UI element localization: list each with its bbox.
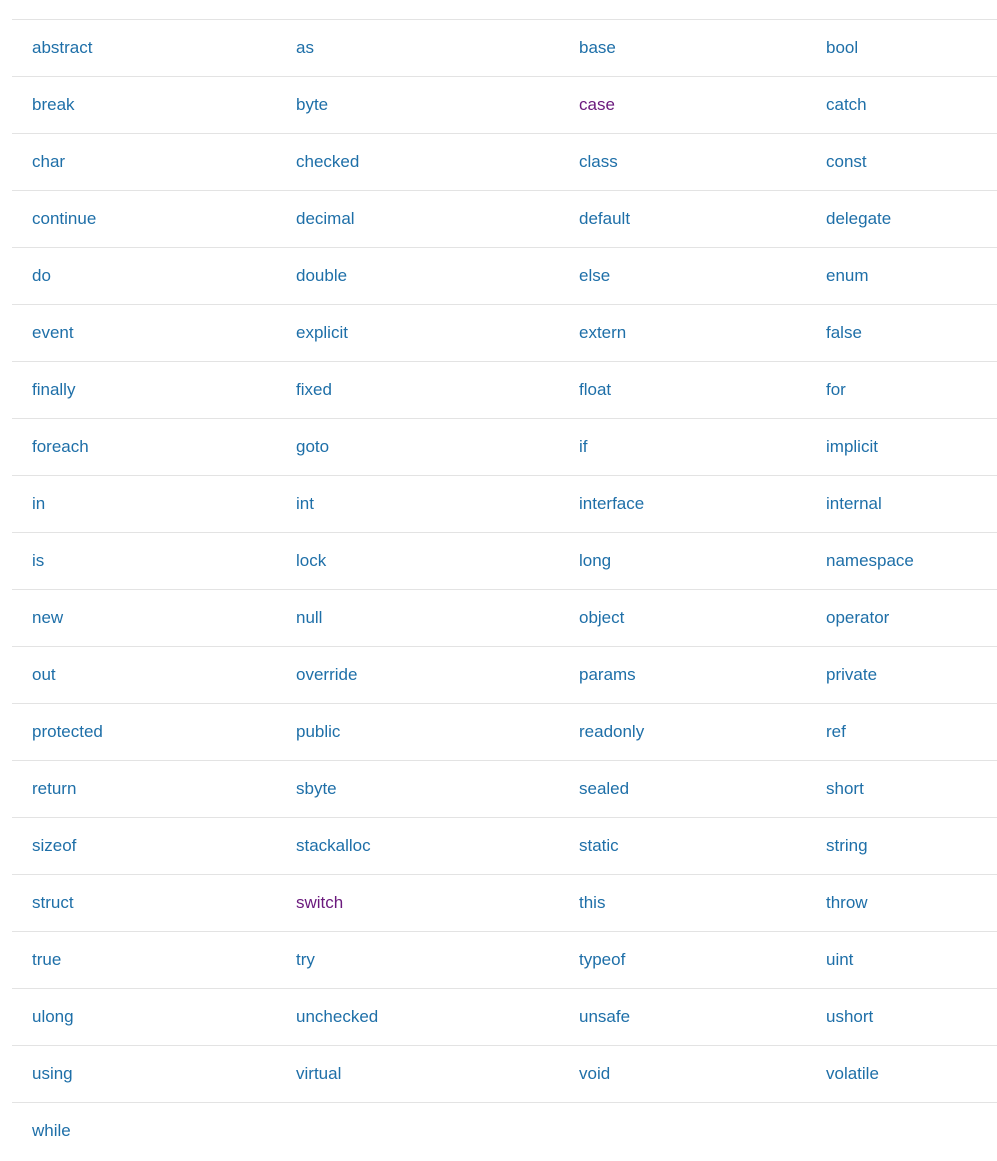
table-row [12, 1046, 997, 1103]
table-cell [559, 20, 806, 77]
keyword-link[interactable]: foreach [32, 437, 89, 456]
table-cell [12, 476, 276, 533]
table-row [12, 704, 997, 761]
table-cell [276, 77, 559, 134]
keyword-link[interactable]: float [579, 380, 612, 399]
keyword-link[interactable]: int [296, 494, 314, 513]
table-cell [276, 1046, 559, 1103]
keyword-link[interactable]: readonly [579, 722, 645, 741]
keyword-link[interactable]: interface [579, 494, 645, 513]
table-cell [559, 134, 806, 191]
table-cell [12, 647, 276, 704]
table-cell [559, 875, 806, 932]
table-row [12, 362, 997, 419]
table-cell [276, 590, 559, 647]
keyword-link[interactable]: in [32, 494, 46, 513]
table-cell [806, 704, 997, 761]
table-row [12, 476, 997, 533]
table-row [12, 419, 997, 476]
keyword-link[interactable]: case [579, 95, 615, 114]
table-cell [559, 248, 806, 305]
keyword-link[interactable]: unsafe [579, 1007, 631, 1026]
keyword-link[interactable]: explicit [296, 323, 348, 342]
keyword-link[interactable]: default [579, 209, 631, 228]
keyword-link[interactable]: struct [32, 893, 74, 912]
keyword-link[interactable]: delegate [826, 209, 892, 228]
table-cell [559, 761, 806, 818]
table-cell [806, 1103, 997, 1160]
keyword-link[interactable]: virtual [296, 1064, 342, 1083]
table-row [12, 248, 997, 305]
keyword-link[interactable]: sizeof [32, 836, 77, 855]
table-cell [559, 77, 806, 134]
keyword-link[interactable]: class [579, 152, 618, 171]
keyword-link[interactable]: volatile [826, 1064, 879, 1083]
keyword-link[interactable]: decimal [296, 209, 355, 228]
table-row [12, 932, 997, 989]
table-cell [559, 1046, 806, 1103]
keyword-link[interactable]: params [579, 665, 636, 684]
keyword-link[interactable]: switch [296, 893, 344, 912]
keyword-link[interactable]: null [296, 608, 323, 627]
keyword-link[interactable]: as [296, 38, 314, 57]
keywords-table-body [12, 20, 997, 1160]
table-row [12, 533, 997, 590]
table-cell [276, 476, 559, 533]
table-cell [276, 1103, 559, 1160]
keyword-link[interactable]: base [579, 38, 616, 57]
keyword-link[interactable]: return [32, 779, 77, 798]
keyword-link[interactable]: throw [826, 893, 868, 912]
table-cell [12, 590, 276, 647]
table-cell [806, 647, 997, 704]
keyword-link[interactable]: namespace [826, 551, 914, 570]
table-cell [12, 875, 276, 932]
keyword-link[interactable]: sealed [579, 779, 630, 798]
keyword-link[interactable]: enum [826, 266, 869, 285]
table-cell [806, 77, 997, 134]
keyword-link[interactable]: string [826, 836, 868, 855]
keyword-link[interactable]: else [579, 266, 611, 285]
table-row [12, 590, 997, 647]
table-cell [276, 818, 559, 875]
keyword-link[interactable]: true [32, 950, 62, 969]
table-cell [12, 704, 276, 761]
keyword-link[interactable]: fixed [296, 380, 332, 399]
table-cell [12, 533, 276, 590]
table-row [12, 761, 997, 818]
keyword-link[interactable]: break [32, 95, 75, 114]
table-row [12, 989, 997, 1046]
keyword-link[interactable]: goto [296, 437, 330, 456]
table-row [12, 134, 997, 191]
table-cell [12, 305, 276, 362]
keyword-link[interactable]: void [579, 1064, 611, 1083]
table-cell [276, 134, 559, 191]
table-row [12, 818, 997, 875]
table-cell [559, 362, 806, 419]
keyword-link[interactable]: event [32, 323, 74, 342]
table-cell [559, 818, 806, 875]
table-cell [559, 647, 806, 704]
table-cell [12, 1103, 276, 1160]
keyword-link[interactable]: while [32, 1121, 71, 1141]
table-row [12, 20, 997, 77]
keyword-link[interactable]: override [296, 665, 358, 684]
table-cell [806, 818, 997, 875]
table-cell [806, 1046, 997, 1103]
table-cell [806, 248, 997, 305]
keyword-link[interactable]: long [579, 551, 612, 570]
table-cell [806, 191, 997, 248]
table-cell [12, 818, 276, 875]
keyword-link[interactable]: bool [826, 38, 859, 57]
keyword-link[interactable]: char [32, 152, 66, 171]
table-cell [12, 989, 276, 1046]
keyword-link[interactable]: protected [32, 722, 103, 741]
table-cell [276, 704, 559, 761]
table-cell [559, 191, 806, 248]
table-cell [806, 875, 997, 932]
keyword-link[interactable]: implicit [826, 437, 878, 456]
keyword-link[interactable]: static [579, 836, 619, 855]
table-cell [12, 419, 276, 476]
keyword-link[interactable]: using [32, 1064, 73, 1083]
table-cell [276, 191, 559, 248]
keyword-link[interactable]: if [579, 437, 588, 456]
keywords-table [12, 19, 997, 1160]
table-row [12, 647, 997, 704]
keyword-link[interactable]: public [296, 722, 341, 741]
table-cell [12, 362, 276, 419]
table-cell [12, 1046, 276, 1103]
keyword-link[interactable]: stackalloc [296, 836, 371, 855]
table-cell [12, 761, 276, 818]
table-cell [806, 134, 997, 191]
keyword-link[interactable]: ushort [826, 1007, 874, 1026]
table-cell [276, 761, 559, 818]
keyword-link[interactable]: ulong [32, 1007, 74, 1026]
table-cell [806, 305, 997, 362]
keyword-link[interactable]: short [826, 779, 864, 798]
table-cell [12, 134, 276, 191]
table-cell [559, 305, 806, 362]
keyword-link[interactable]: is [32, 551, 45, 570]
table-cell [559, 1103, 806, 1160]
table-cell [806, 932, 997, 989]
table-cell [12, 77, 276, 134]
keyword-link[interactable]: finally [32, 380, 76, 399]
table-row [12, 875, 997, 932]
table-cell [806, 20, 997, 77]
table-cell [276, 248, 559, 305]
keyword-link[interactable]: this [579, 893, 606, 912]
keyword-link[interactable]: out [32, 665, 56, 684]
table-cell [12, 191, 276, 248]
table-cell [276, 875, 559, 932]
table-cell [559, 476, 806, 533]
table-cell [806, 590, 997, 647]
table-row [12, 191, 997, 248]
keyword-link[interactable]: operator [826, 608, 890, 627]
table-cell [559, 419, 806, 476]
table-cell [12, 932, 276, 989]
table-cell [559, 932, 806, 989]
table-cell [559, 704, 806, 761]
table-cell [806, 533, 997, 590]
keyword-link[interactable]: false [826, 323, 862, 342]
table-cell [559, 590, 806, 647]
table-cell [806, 362, 997, 419]
table-cell [276, 647, 559, 704]
keyword-link[interactable]: for [826, 380, 846, 399]
keyword-link[interactable]: unchecked [296, 1007, 379, 1026]
table-row [12, 77, 997, 134]
table-row [12, 1103, 997, 1160]
table-cell [806, 419, 997, 476]
table-cell [559, 533, 806, 590]
keyword-link[interactable]: catch [826, 95, 867, 114]
keyword-link[interactable]: object [579, 608, 625, 627]
table-cell [276, 419, 559, 476]
keyword-link[interactable]: checked [296, 152, 360, 171]
keyword-link[interactable]: lock [296, 551, 327, 570]
table-cell [276, 989, 559, 1046]
table-cell [276, 362, 559, 419]
table-row [12, 305, 997, 362]
keyword-link[interactable]: ref [826, 722, 846, 741]
keyword-link[interactable]: const [826, 152, 867, 171]
keyword-link[interactable]: double [296, 266, 348, 285]
table-cell [12, 20, 276, 77]
keyword-link[interactable]: byte [296, 95, 329, 114]
keyword-link[interactable]: continue [32, 209, 97, 228]
table-cell [276, 20, 559, 77]
table-cell [806, 989, 997, 1046]
keyword-link[interactable]: private [826, 665, 878, 684]
table-cell [276, 932, 559, 989]
keyword-link[interactable]: internal [826, 494, 882, 513]
keyword-link[interactable]: extern [579, 323, 627, 342]
keyword-link[interactable]: abstract [32, 38, 93, 57]
keyword-link[interactable]: do [32, 266, 51, 285]
table-cell [276, 533, 559, 590]
table-cell [806, 476, 997, 533]
table-cell [559, 989, 806, 1046]
table-cell [12, 248, 276, 305]
keyword-link[interactable]: new [32, 608, 64, 627]
table-cell [806, 761, 997, 818]
keyword-link[interactable]: typeof [579, 950, 626, 969]
keyword-link[interactable]: try [296, 950, 315, 969]
keyword-link[interactable]: sbyte [296, 779, 337, 798]
keyword-link[interactable]: uint [826, 950, 854, 969]
table-cell [276, 305, 559, 362]
